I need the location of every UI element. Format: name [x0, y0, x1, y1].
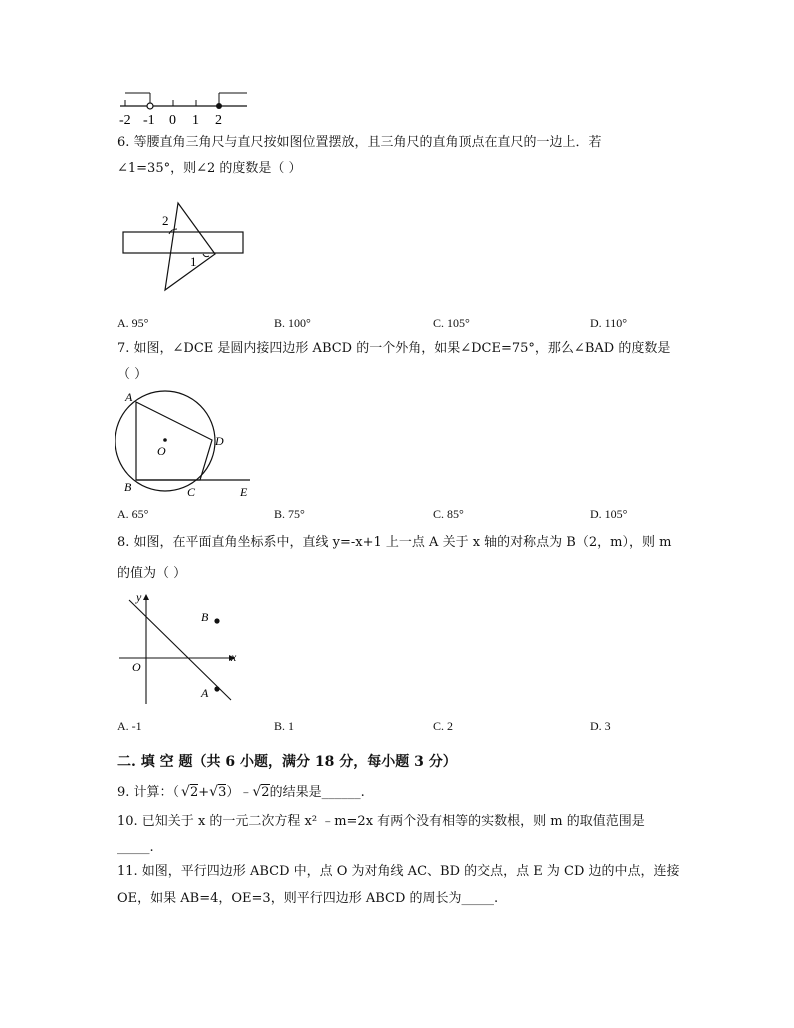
point-label-c: C	[187, 485, 196, 499]
point-label-b: B	[201, 610, 209, 624]
sqrt-2-term-second: √2	[252, 784, 270, 800]
q7-option-b[interactable]: B. 75°	[274, 507, 305, 521]
sqrt-3-term: √3	[209, 784, 227, 800]
point-label-e: E	[240, 485, 248, 499]
q9-suffix: 的结果是______.	[269, 785, 365, 800]
q6-option-d[interactable]: D. 110°	[590, 316, 628, 330]
q11-text-line2: OE，如果 AB=4，OE=3，则平行四边形 ABCD 的周长为_____.	[117, 891, 499, 906]
q8-option-b[interactable]: B. 1	[274, 719, 295, 733]
point-label-a: A	[125, 390, 133, 404]
q8-text-line2: 的值为（ ）	[117, 566, 187, 581]
q8-option-c[interactable]: C. 2	[433, 719, 454, 733]
q6-option-b[interactable]: B. 100°	[274, 316, 311, 330]
q7-option-c[interactable]: C. 85°	[433, 507, 464, 521]
sqrt-2-term: √2	[181, 784, 199, 800]
number-line-figure	[115, 90, 255, 130]
point-label-a: A	[201, 686, 209, 700]
q7-text-line2: （ ）	[117, 367, 148, 382]
q7-option-a[interactable]: A. 65°	[117, 507, 149, 521]
q6-text-line2: ∠1=35°，则∠2 的度数是（ ）	[117, 161, 302, 176]
q8-option-a[interactable]: A. -1	[117, 719, 142, 733]
origin-label: O	[132, 660, 141, 674]
q9-text	[117, 784, 365, 801]
q10-text-line1: 10. 已知关于 x 的一元二次方程 x² ﹣m=2x 有两个没有相等的实数根，则 m 的取值范围是	[117, 814, 645, 829]
q10-text-line2: _____.	[117, 840, 154, 855]
q9-plus: +	[198, 785, 210, 800]
angle-label-1: 1	[190, 254, 197, 269]
tick-label: 0	[169, 113, 176, 128]
q8-option-d[interactable]: D. 3	[590, 719, 611, 733]
axis-label-x: x	[231, 650, 237, 664]
q9-prefix: 9. 计算：（	[117, 785, 180, 800]
axis-label-y: y	[136, 590, 142, 604]
q6-option-a[interactable]: A. 95°	[117, 316, 149, 330]
q11-text-line1: 11. 如图，平行四边形 ABCD 中，点 O 为对角线 AC、BD 的交点，点 E 为 CD 边的中点，连接	[117, 864, 680, 879]
point-label-b: B	[124, 480, 132, 494]
section-title: 二. 填 空 题（共 6 小题，满分 18 分，每小题 3 分）	[117, 754, 457, 770]
point-label-d: D	[215, 434, 224, 448]
q6-ruler-triangle-figure	[117, 198, 249, 296]
q9-mid: ）﹣	[226, 785, 253, 800]
tick-label: -2	[119, 113, 131, 128]
tick-label: -1	[143, 113, 155, 128]
tick-label: 2	[215, 113, 222, 128]
q7-text-line1: 7. 如图，∠DCE 是圆内接四边形 ABCD 的一个外角，如果∠DCE=75°，那么∠BAD 的度数是	[117, 341, 671, 356]
q6-text-line1: 6. 等腰直角三角尺与直尺按如图位置摆放，且三角尺的直角顶点在直尺的一边上．若	[117, 135, 602, 150]
q8-coordinate-figure	[115, 588, 245, 706]
q6-option-c[interactable]: C. 105°	[433, 316, 470, 330]
q8-text-line1: 8. 如图，在平面直角坐标系中，直线 y=-x+1 上一点 A 关于 x 轴的对称点为 B（2，m），则 m	[117, 535, 672, 550]
tick-label: 1	[192, 113, 199, 128]
q7-circle-quadrilateral-figure	[115, 388, 255, 502]
point-label-o: O	[157, 444, 166, 458]
q7-option-d[interactable]: D. 105°	[590, 507, 628, 521]
angle-label-2: 2	[162, 213, 169, 228]
